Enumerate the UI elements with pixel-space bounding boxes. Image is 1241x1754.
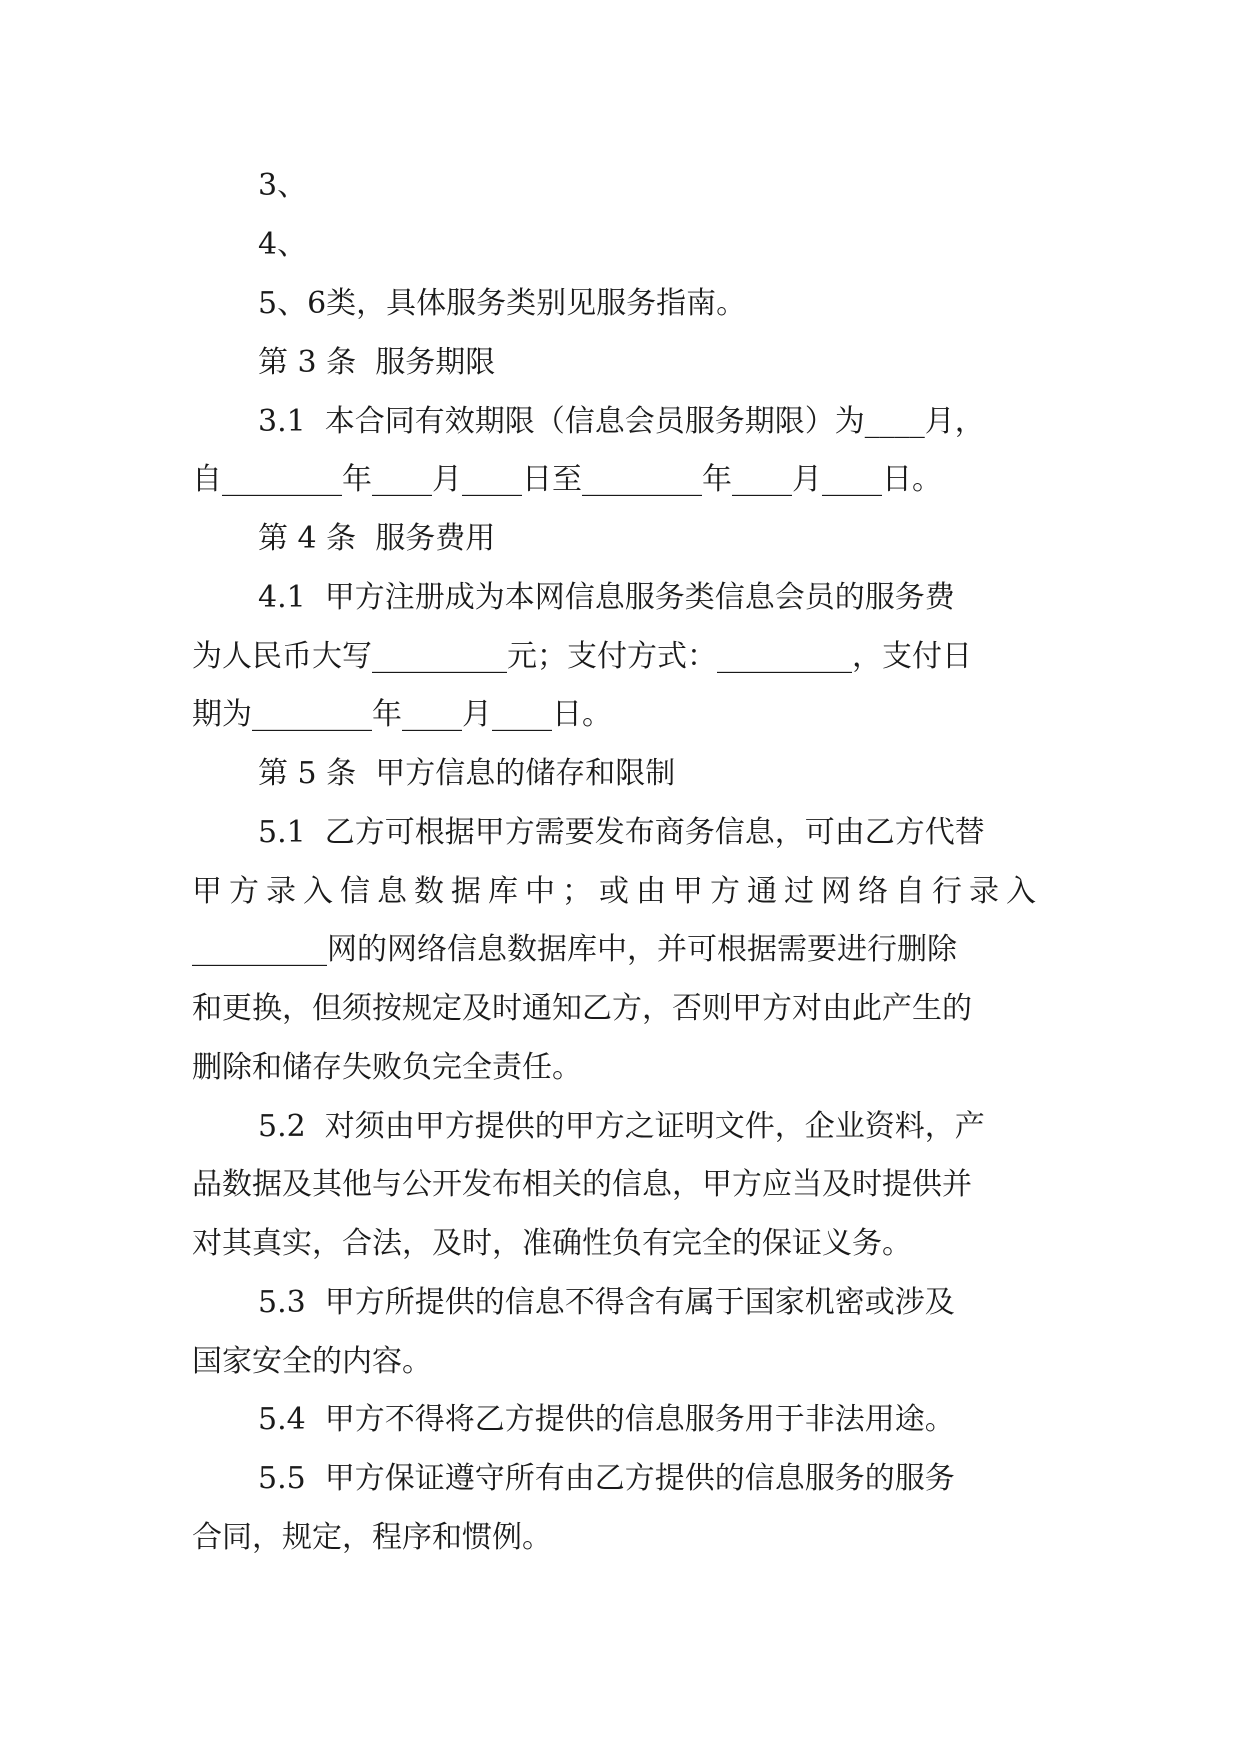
clause-5-1-line-1: 5.1 乙方可根据甲方需要发布商务信息，可由乙方代替	[258, 815, 985, 850]
clause-5-5-line-1: 5.5 甲方保证遵守所有由乙方提供的信息服务的服务	[258, 1461, 955, 1496]
clause-5-5-line-2: 合同，规定，程序和惯例。	[192, 1520, 552, 1555]
clause-4-1-line-3: 期为________年____月____日。	[192, 697, 612, 732]
clause-5-1-line-2: 甲方录入信息数据库中；或由甲方通过网络自行录入	[192, 874, 1043, 909]
clause-5-3-line-1: 5.3 甲方所提供的信息不得含有属于国家机密或涉及	[258, 1285, 955, 1320]
clause-5-3-line-2: 国家安全的内容。	[192, 1344, 432, 1379]
clause-3-1-line-1: 3.1 本合同有效期限（信息会员服务期限）为____月，	[258, 404, 985, 439]
clause-5-2-line-3: 对其真实，合法，及时，准确性负有完全的保证义务。	[192, 1226, 912, 1261]
clause-4-1-line-1: 4.1 甲方注册成为本网信息服务类信息会员的服务费	[258, 580, 955, 615]
clause-5-2-line-1: 5.2 对须由甲方提供的甲方之证明文件，企业资料，产	[258, 1109, 985, 1144]
clause-5-2-line-2: 品数据及其他与公开发布相关的信息，甲方应当及时提供并	[192, 1167, 972, 1202]
article-5-heading: 第 5 条 甲方信息的储存和限制	[258, 756, 676, 791]
clause-5-4: 5.4 甲方不得将乙方提供的信息服务用于非法用途。	[258, 1402, 955, 1437]
list-item-4: 4、	[258, 227, 308, 262]
clause-4-1-line-2: 为人民币大写_________元；支付方式：_________，支付日	[192, 639, 972, 674]
list-item-3: 3、	[258, 168, 308, 203]
clause-5-1-line-3: _________网的网络信息数据库中，并可根据需要进行删除	[192, 932, 957, 967]
list-item-5: 5、6类，具体服务类别见服务指南。	[258, 286, 747, 321]
clause-3-1-line-2: 自________年____月____日至________年____月____日。	[192, 462, 942, 497]
article-4-heading: 第 4 条 服务费用	[258, 521, 496, 556]
clause-5-1-line-5: 删除和储存失败负完全责任。	[192, 1050, 582, 1085]
article-3-heading: 第 3 条 服务期限	[258, 345, 496, 380]
clause-5-1-line-4: 和更换，但须按规定及时通知乙方，否则甲方对由此产生的	[192, 991, 972, 1026]
